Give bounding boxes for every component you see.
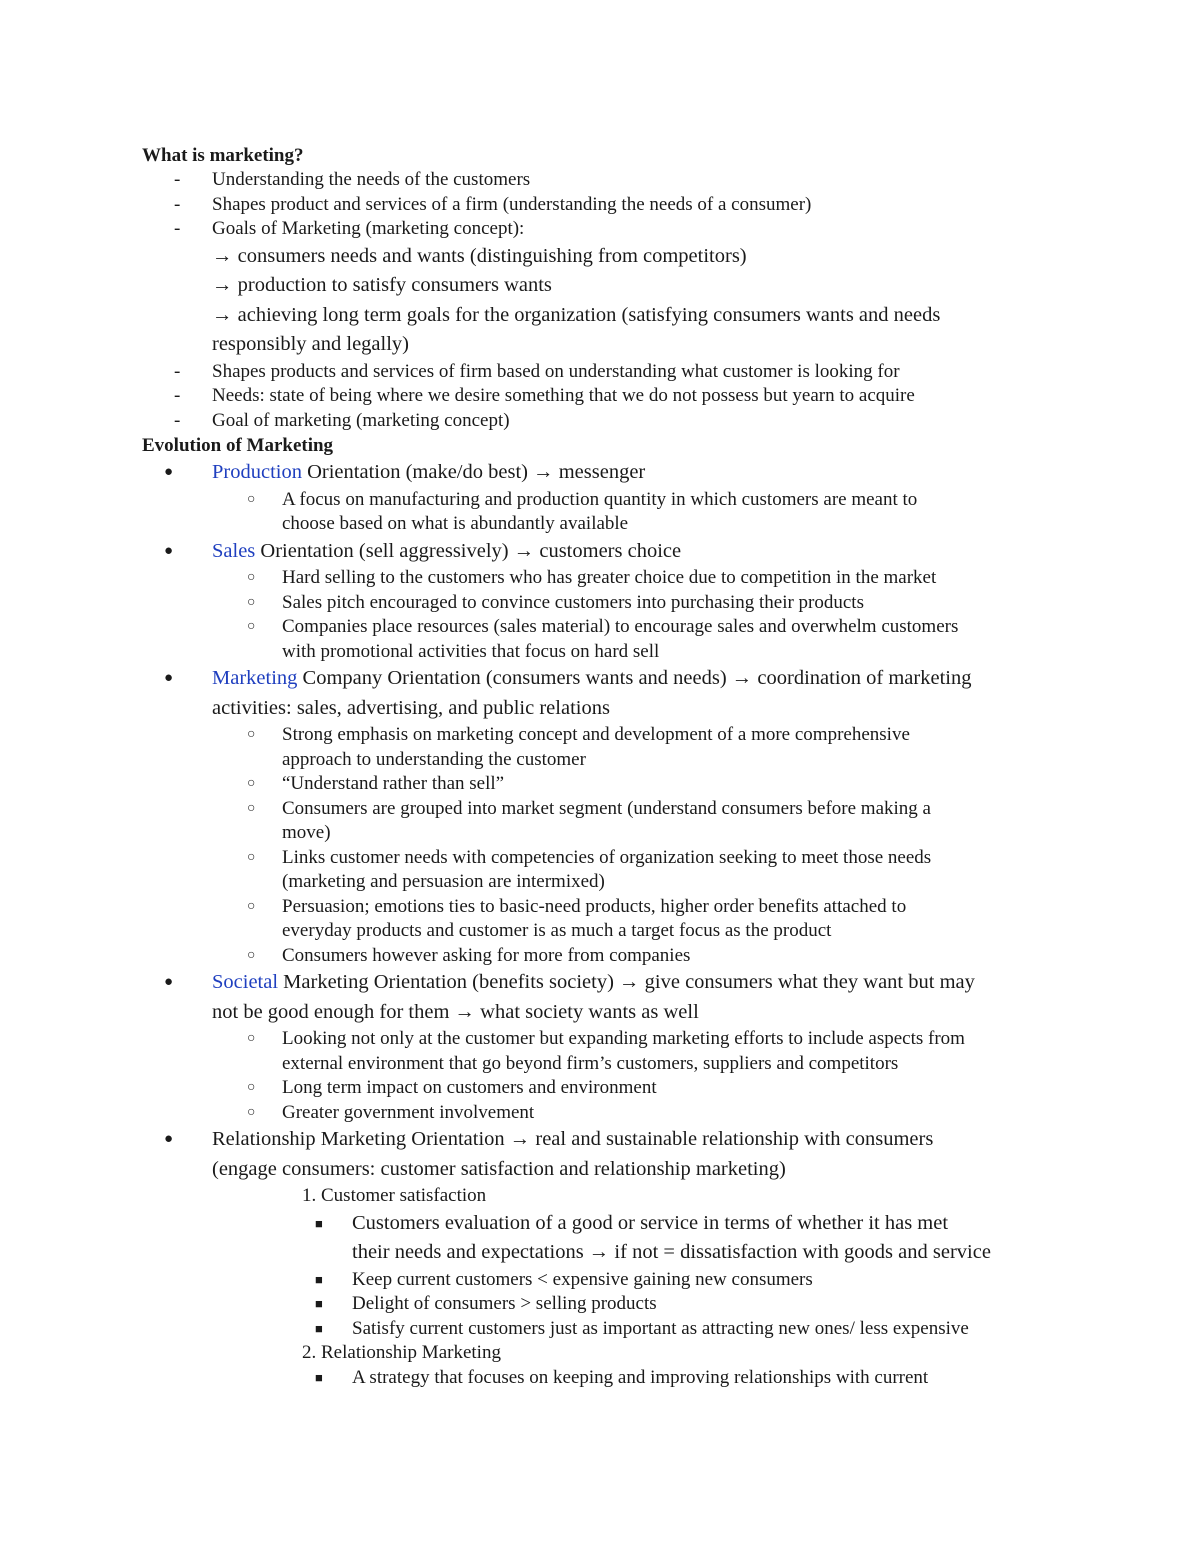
list-item-text: Understanding the needs of the customers	[212, 169, 531, 190]
sub-item-text: Companies place resources (sales material) to encourage sales and overwhelm customers	[282, 616, 959, 637]
dash-marker: -	[174, 360, 181, 382]
orientation-text-continued: (engage consumers: customer satisfaction and relationship marketing)	[212, 1157, 786, 1180]
sub-item	[142, 591, 1072, 616]
bullet-marker: ●	[164, 974, 174, 990]
sub-item	[142, 944, 1072, 969]
arrow-line: → consumers needs and wants (distinguishing from competitors)	[212, 244, 747, 267]
circle-marker: ○	[247, 619, 256, 634]
square-item-text: Keep current customers < expensive gaining new consumers	[352, 1268, 813, 1290]
square-item-text: Satisfy current customers just as important as attracting new ones/ less expensive	[352, 1317, 969, 1339]
sub-item-text: choose based on what is abundantly available	[282, 513, 629, 534]
orientation-text-continued: not be good enough for them → what society wants as well	[212, 1000, 699, 1023]
bullet-marker: ●	[164, 1131, 174, 1147]
dash-marker: -	[174, 169, 181, 190]
dash-marker: -	[174, 385, 181, 406]
section-heading-evolution: Evolution of Marketing	[142, 435, 334, 456]
sub-item-text: (marketing and persuasion are intermixed)	[282, 871, 605, 892]
list-item	[142, 193, 1072, 218]
sub-item	[142, 566, 1072, 591]
bullet-marker: ●	[164, 670, 174, 686]
orientation-relationship	[142, 1125, 1072, 1184]
orientation-text-continued: activities: sales, advertising, and public relations	[212, 696, 610, 719]
square-item	[142, 1209, 1072, 1268]
circle-marker: ○	[247, 1080, 256, 1095]
sub-item	[142, 1027, 1072, 1076]
list-item	[142, 409, 1072, 434]
sub-item	[142, 488, 1072, 537]
orientation-societal	[142, 968, 1072, 1027]
section-heading-what-is-marketing: What is marketing?	[142, 145, 304, 166]
square-item	[142, 1317, 1072, 1342]
circle-marker: ○	[247, 947, 256, 963]
list-item	[142, 384, 1072, 409]
dash-marker: -	[174, 409, 181, 431]
sub-item-text: Consumers however asking for more from companies	[282, 944, 691, 966]
keyword-societal: Societal	[212, 971, 279, 993]
numbered-item-relationship-marketing: 2. Relationship Marketing	[302, 1342, 501, 1363]
list-item-text: Shapes products and services of firm based on understanding what customer is looking for	[212, 360, 900, 382]
orientation-text: Company Orientation (consumers wants and needs) → coordination of marketing	[297, 667, 972, 689]
square-item-text: Customers evaluation of a good or service in terms of whether it has met	[352, 1211, 949, 1234]
arrow-line: → achieving long term goals for the organization (satisfying consumers wants and needs	[212, 303, 941, 326]
keyword-marketing: Marketing	[212, 667, 298, 689]
bullet-marker: ●	[164, 464, 174, 480]
sub-item	[142, 1101, 1072, 1126]
sub-item	[142, 615, 1072, 664]
square-item	[142, 1366, 1072, 1391]
list-item-text: Shapes product and services of a firm (understanding the needs of a consumer)	[212, 193, 812, 215]
sub-item-text: Looking not only at the customer but expanding marketing efforts to include aspects from	[282, 1028, 965, 1049]
square-marker: ■	[315, 1215, 323, 1231]
sub-item-text: A focus on manufacturing and production quantity in which customers are meant to	[282, 488, 918, 510]
circle-marker: ○	[247, 849, 256, 865]
square-marker: ■	[315, 1296, 323, 1311]
sub-item	[142, 1076, 1072, 1101]
orientation-text: Relationship Marketing Orientation → real and sustainable relationship with consumers	[212, 1128, 934, 1150]
circle-marker: ○	[247, 570, 256, 585]
keyword-production: Production	[212, 461, 302, 483]
sub-item	[142, 772, 1072, 797]
dash-marker: -	[174, 193, 181, 215]
sub-item-text: Greater government involvement	[282, 1101, 535, 1123]
circle-marker: ○	[247, 898, 256, 914]
sub-item-text: Strong emphasis on marketing concept and development of a more comprehensive	[282, 724, 910, 745]
sub-item-text: everyday products and customer is as much a target focus as the product	[282, 920, 832, 941]
square-item-text: Delight of consumers > selling products	[352, 1293, 657, 1314]
sub-item	[142, 895, 1072, 944]
circle-marker: ○	[247, 491, 256, 507]
sub-item-text: Sales pitch encouraged to convince customers into purchasing their products	[282, 591, 864, 613]
arrow-line-continued: responsibly and legally)	[212, 333, 409, 355]
list-item	[142, 360, 1072, 385]
sub-item-text: Hard selling to the customers who has greater choice due to competition in the market	[282, 567, 937, 588]
sub-item-text: external environment that go beyond firm’s customers, suppliers and competitors	[282, 1052, 899, 1074]
list-item-text: Needs: state of being where we desire something that we do not possess but yearn to acquire	[212, 385, 915, 406]
sub-item-text: Persuasion; emotions ties to basic-need products, higher order benefits attached to	[282, 895, 907, 917]
sub-item-text: Long term impact on customers and environment	[282, 1077, 657, 1098]
square-item	[142, 1268, 1072, 1293]
square-marker: ■	[315, 1271, 323, 1287]
orientation-marketing	[142, 664, 1072, 723]
square-item-text: their needs and expectations → if not = dissatisfaction with goods and service	[352, 1241, 991, 1263]
sub-item-text: Links customer needs with competencies of organization seeking to meet those needs	[282, 846, 932, 868]
circle-marker: ○	[247, 727, 256, 742]
numbered-item-customer-satisfaction: 1. Customer satisfaction	[302, 1185, 487, 1206]
sub-item	[142, 797, 1072, 846]
sub-item-text: with promotional activities that focus on hard sell	[282, 640, 660, 662]
dash-marker: -	[174, 218, 181, 239]
circle-marker: ○	[247, 1031, 256, 1046]
circle-marker: ○	[247, 776, 256, 791]
sub-item-text: move)	[282, 822, 331, 843]
list-item	[142, 168, 1072, 193]
sub-item-text: Consumers are grouped into market segment (understand consumers before making a	[282, 797, 931, 819]
circle-marker: ○	[247, 594, 256, 610]
circle-marker: ○	[247, 800, 256, 816]
circle-marker: ○	[247, 1104, 256, 1120]
orientation-production	[142, 458, 1072, 488]
sub-item	[142, 723, 1072, 772]
keyword-sales: Sales	[212, 539, 256, 562]
arrow-line: → production to satisfy consumers wants	[212, 274, 552, 296]
orientation-sales	[142, 537, 1072, 567]
list-item-text: Goals of Marketing (marketing concept):	[212, 218, 525, 239]
orientation-text: Orientation (sell aggressively) → customers choice	[255, 539, 682, 562]
orientation-text: Orientation (make/do best) → messenger	[301, 461, 646, 483]
sub-item-text: approach to understanding the customer	[282, 748, 586, 770]
list-item-text: Goal of marketing (marketing concept)	[212, 409, 510, 431]
bullet-marker: ●	[164, 542, 174, 559]
sub-item	[142, 846, 1072, 895]
orientation-text: Marketing Orientation (benefits society) → give consumers what they want but may	[278, 971, 975, 993]
sub-item-text: “Understand rather than sell”	[282, 773, 505, 794]
square-item	[142, 1292, 1072, 1317]
square-marker: ■	[315, 1369, 323, 1385]
square-marker: ■	[315, 1320, 323, 1336]
list-item	[142, 217, 1072, 242]
square-item-text: A strategy that focuses on keeping and improving relationships with current	[352, 1366, 929, 1388]
document-content	[142, 143, 1072, 1390]
